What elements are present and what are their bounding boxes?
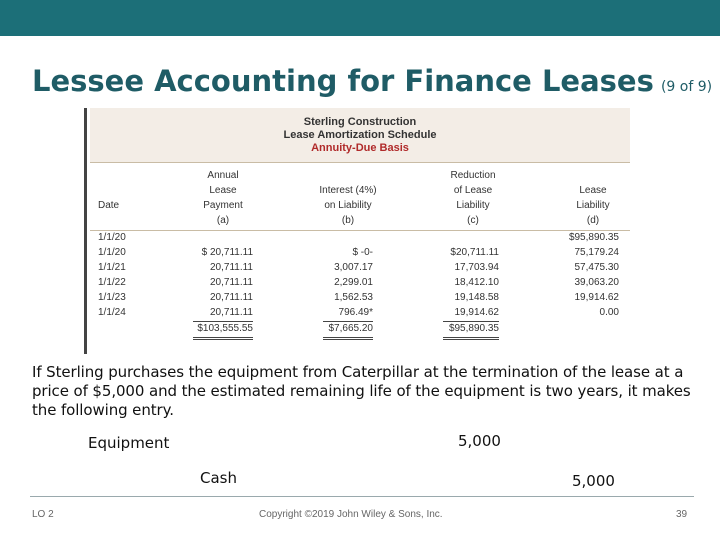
journal-debit-amount: 5,000 [458, 432, 501, 450]
row-3-interest: 3,007.17 [334, 262, 373, 273]
row-2-reduction: $20,711.11 [450, 247, 499, 258]
journal-credit-account: Cash [200, 469, 237, 487]
footer-learning-objective: LO 2 [32, 509, 54, 520]
reduction-double-rule-2 [443, 339, 499, 340]
row-3-payment: 20,711.11 [209, 262, 253, 273]
payment-double-rule-2 [193, 339, 253, 340]
col-header-interest: Interest (4%) on Liability (b) [319, 185, 377, 226]
row-2-date: 1/1/20 [98, 247, 126, 258]
footer-copyright: Copyright ©2019 John Wiley & Sons, Inc. [259, 509, 443, 520]
interest-double-rule-2 [323, 339, 373, 340]
row-6-liability: 0.00 [599, 307, 619, 318]
footer-page-number: 39 [676, 509, 688, 520]
payment-double-rule-1 [193, 337, 253, 338]
col-header-date [98, 168, 158, 213]
row-3-liability: 57,475.30 [574, 262, 619, 273]
row-4-reduction: 18,412.10 [454, 277, 499, 288]
amortization-schedule [84, 108, 633, 354]
schedule-basis: Annuity-Due Basis [311, 142, 409, 154]
row-5-reduction: 19,148.58 [454, 292, 499, 303]
slide-title [32, 64, 712, 98]
schedule-header [90, 108, 630, 162]
explanation-paragraph: If Sterling purchases the equipment from Caterpillar at the termination of the lease at a price of $5,000 and the estimated remaining life of the equipment is two years, it makes the following entry. [32, 363, 691, 419]
row-2-liability: 75,179.24 [574, 247, 619, 258]
row-2-payment: $ 20,711.11 [201, 247, 253, 258]
row-6-reduction: 19,914.62 [454, 307, 499, 318]
row-6-payment: 20,711.11 [209, 307, 253, 318]
col-header-date-label: Date [98, 200, 120, 211]
journal-credit-amount: 5,000 [572, 472, 615, 490]
top-accent-bar [0, 0, 720, 36]
row-1-liability: $95,890.35 [568, 232, 619, 243]
schedule-company: Sterling Construction [303, 116, 417, 128]
row-3-date: 1/1/21 [98, 262, 126, 273]
col-header-liability: Lease Liability (d) [576, 185, 610, 226]
schedule-name: Lease Amortization Schedule [283, 129, 437, 141]
row-5-date: 1/1/23 [98, 292, 126, 303]
footer-rule [30, 496, 694, 497]
row-5-liability: 19,914.62 [574, 292, 619, 303]
row-4-interest: 2,299.01 [334, 277, 373, 288]
total-reduction: $95,890.35 [448, 323, 499, 334]
interest-double-rule-1 [323, 337, 373, 338]
header-rule [90, 162, 630, 163]
row-4-payment: 20,711.11 [209, 277, 253, 288]
reduction-double-rule-1 [443, 337, 499, 338]
col-header-reduction: Reduction of Lease Liability (c) [450, 170, 496, 226]
row-4-date: 1/1/22 [98, 277, 126, 288]
row-1-date: 1/1/20 [98, 232, 126, 243]
row-2-interest: $ -0- [352, 247, 373, 258]
journal-debit-account: Equipment [88, 434, 170, 452]
row-3-reduction: 17,703.94 [454, 262, 499, 273]
row-6-date: 1/1/24 [98, 307, 126, 318]
total-payment: $103,555.55 [197, 323, 253, 334]
total-interest: $7,665.20 [328, 323, 373, 334]
col-header-payment: Annual Lease Payment (a) [203, 170, 243, 226]
slide-title-main: Lessee Accounting for Finance Leases [32, 64, 654, 98]
slide-title-suffix: (9 of 9) [660, 79, 713, 95]
row-6-interest: 796.49* [338, 307, 373, 318]
row-4-liability: 39,063.20 [574, 277, 619, 288]
row-5-payment: 20,711.11 [209, 292, 253, 303]
row-5-interest: 1,562.53 [334, 292, 373, 303]
